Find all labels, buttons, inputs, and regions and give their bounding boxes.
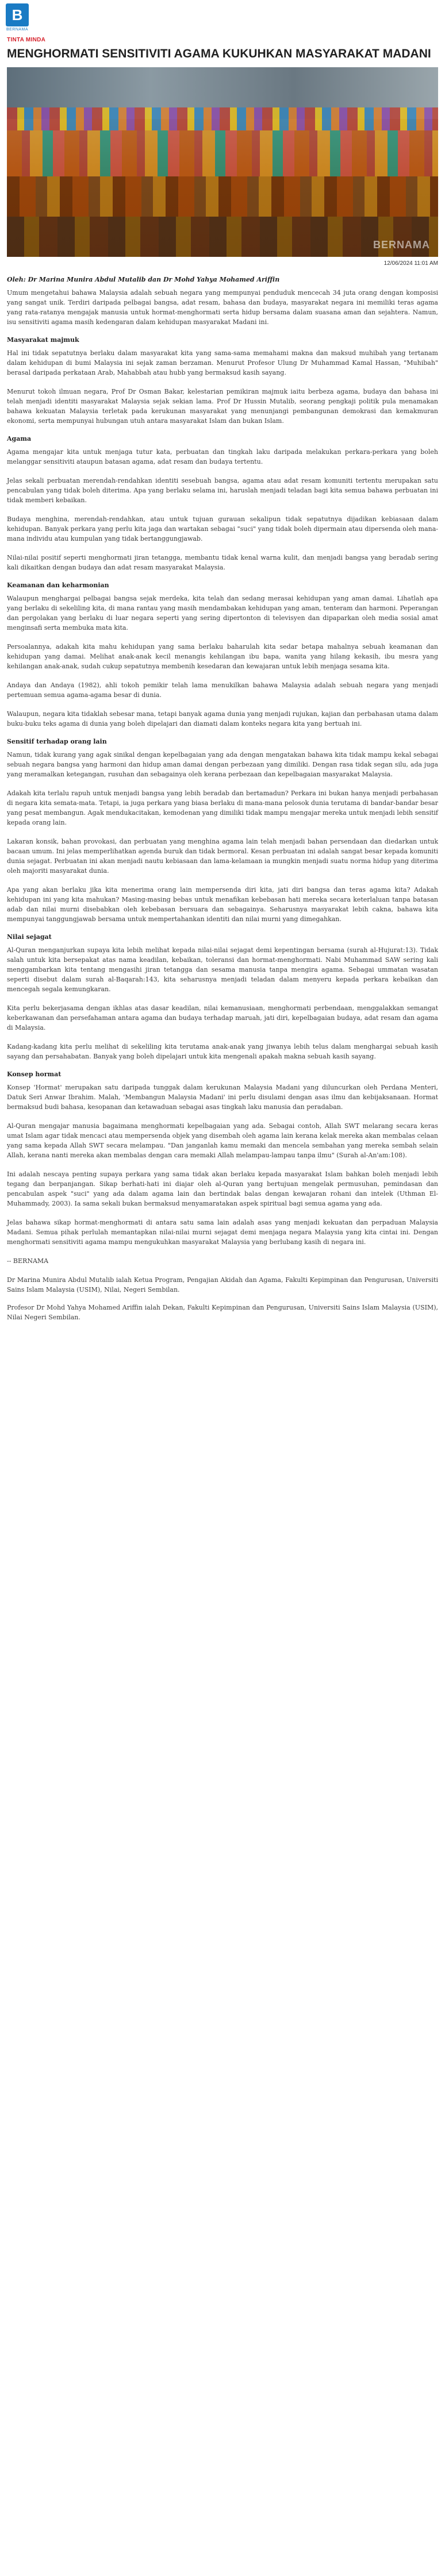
image-watermark: BERNAMA: [373, 239, 430, 251]
section-heading: Agama: [7, 435, 32, 442]
paragraph: Walaupun menghargai pelbagai bangsa sejak merdeka, kita telah dan sedang merasai kehidupan yang aman damai. Lihatlah apa yang berlaku di sekeliling kita, di mana rantau yang masih mendambakan kehidupan yang aman, tenteram dan harmoni. Peperangan dan pergolakan yang berlaku di luar negara seperti yang sering dipertonton di televisyen dan dipaparkan oleh media sosial amat menginsafi serta membuka mata kita.: [7, 595, 438, 632]
article: [0, 37, 445, 1322]
paragraph: Persoalannya, adakah kita mahu kehidupan yang sama berlaku baharulah kita sedar betapa mahalnya sebuah keamanan dan kehidupan yang damai. Melihat anak-anak kecil menangis kehilangan ibu bapa, wanita yang hilang kekasih, ibu mesra yang kehilangan anak-anak, sudah cukup sepatutnya membenih kesedaran dan kewajaran untuk lebih menjaga sesama kita.: [7, 643, 438, 670]
hero-image: [7, 67, 438, 257]
section-heading: Nilai sejagat: [7, 933, 52, 941]
author-bio: Profesor Dr Mohd Yahya Mohamed Ariffin ialah Dekan, Fakulti Kepimpinan dan Pengurusan, Universiti Sains Islam Malaysia (USIM), Nilai Negeri Sembilan.: [7, 1304, 438, 1321]
paragraph: Kadang-kadang kita perlu melihat di sekeliling kita terutama anak-anak yang jiwanya lebih telus dalam menghargai sebuah kasih sayang dan persahabatan. Banyak yang boleh dipelajari untuk kita mengenali apakah makna sebuah kasih sayang.: [7, 1043, 438, 1060]
logo-letter: B: [11, 6, 23, 24]
category-label[interactable]: TINTA MINDA: [7, 37, 46, 43]
paragraph: Menurut tokoh ilmuan negara, Prof Dr Osman Bakar, kelestarian pemikiran majmuk iaitu berbeza agama, budaya dan bahasa ini telah menjadi identiti masyarakat Malaysia sejak sekian lama. Prof Dr Hussin Mutalib, seorang pengkaji politik pula menamakan bahawa kekuatan Malaysia terletak pada kerukunan masyarakat yang menunjangi pembangunan demokrasi dan kemakmuran ekonomi, serta mempunyai hubungan utuh antara masyarakat Islam dan bukan Islam.: [7, 388, 438, 425]
paragraph: Konsep 'Hormat' merupakan satu daripada tunggak dalam kerukunan Malaysia Madani yang diluncurkan oleh Perdana Menteri, Datuk Seri Anwar Ibrahim. Malah, 'Membangun Malaysia Madani' ini perlu disulami dengan asas ilmu dan kebijaksanaan. Hormat bermaksud budi bahasa, kesopanan dan ketawaduan sebagai asas tingkah laku manusia dan peradaban.: [7, 1084, 438, 1111]
article-title: MENGHORMATI SENSITIVITI AGAMA KUKUHKAN MASYARAKAT MADANI: [7, 47, 431, 60]
author-bio: Dr Marina Munira Abdul Mutalib ialah Ketua Program, Pengajian Akidah dan Agama, Fakulti Kepimpinan dan Pengurusan, Universiti Sains Islam Malaysia (USIM), Nilai, Negeri Sembilan.: [7, 1276, 438, 1293]
paragraph: Apa yang akan berlaku jika kita menerima orang lain mempersenda diri kita, jati diri bangsa dan teras agama kita? Adakah kehidupan ini yang kita mahukan? Masing-masing bebas untuk menafikan kebebasan hati mereka secara keterlaluan tanpa batasan adab dan nilai murni disebabkan oleh kebebasan bersuara dan sebagainya. Seharusnya masyarakat lebih cakna, bahawa kita mempunyai tanggungjawab bersama untuk mempertahankan identiti dan nilai murni yang dimegahkan.: [7, 886, 438, 923]
paragraph: Agama mengajar kita untuk menjaga tutur kata, perbuatan dan tingkah laku daripada melakukan perkara-perkara yang boleh melanggar sensitiviti ataupun batasan agama, adat resam dan budaya tertentu.: [7, 448, 438, 465]
byline: Oleh: Dr Marina Munira Abdul Mutalib dan Dr Mohd Yahya Mohamed Ariffin: [7, 276, 280, 283]
paragraph: Kita perlu bekerjasama dengan ikhlas atas dasar keadilan, nilai kemanusiaan, menghormati perbendaan, menggalakkan semangat keberkawanan dan persefahaman antara agama dan budaya terhadap maruah, jati diri, kepelbagaian budaya, adat resam dan agama di Malaysia.: [7, 1004, 438, 1031]
section-heading: Sensitif terhadap orang lain: [7, 738, 107, 745]
paragraph: Walaupun, negara kita tidaklah sebesar mana, tetapi banyak agama dunia yang menjadi rujukan, kajian dan perbahasan utama dalam buku-buku teks agama di dunia yang boleh dipelajari dan diamati dalam konteks negara kita yang bertuah ini.: [7, 710, 438, 727]
section-heading: Masyarakat majmuk: [7, 336, 79, 344]
paragraph: Ini adalah nescaya penting supaya perkara yang sama tidak akan berlaku kepada masyarakat Islam bahkan boleh menjadi lebih tegang dan berpanjangan. Sikap berhati-hati ini diajar oleh al-Quran yang bertujuan mengelak permusuhan, pemindasan dan pencabulan aspek "suci" yang ada dalam agama lain dan bertindak balas dengan kewajaran rohani dan intelek (Uthman El-Muhammady, 2003). Ia sama sekali bukan bermaksud menyamaratakan aspek spiritual bagi semua agama yang ada.: [7, 1170, 438, 1207]
paragraph: Al-Quran menganjurkan supaya kita lebih melihat kepada nilai-nilai sejagat demi kepentingan bersama (surah al-Hujurat:13). Tidak salah untuk kita bersepakat atas nama keadilan, kebaikan, toleransi dan hormat-menghormati. Nabi Muhammad SAW sering kali menggambarkan kita tentang mengasihi jiran tetangga dan sesama manusia tanpa mengira agama. Sebagai ummatan wasatan seperti disebut dalam surah al-Baqarah:143, kita seharusnya menjadi teladan dalam menyeru kepada perkara kebaikan dan mencegah segala kemungkaran.: [7, 946, 438, 993]
section-heading: Konsep hormat: [7, 1071, 62, 1078]
paragraph: Andaya dan Andaya (1982), ahli tokoh pemikir telah lama menukilkan bahawa Malaysia adalah sebuah negara yang menjadi pertemuan semua agama-agama besar di dunia.: [7, 681, 438, 699]
paragraph: Jelas bahawa sikap hormat-menghormati di antara satu sama lain adalah asas yang menjadi kekuatan dan perpaduan Malaysia Madani. Semua pihak perlulah memantapkan nilai-nilai murni sejagat demi menjaga negara Malaysia yang kita cintai ini. Dengan menghormati sensitiviti agama mampu mengukuhkan masyarakat Malaysia yang berlubang kasih di negara ini.: [7, 1219, 438, 1246]
source-credit: -- BERNAMA: [7, 1257, 49, 1265]
bernama-logo[interactable]: [6, 3, 29, 26]
paragraph: Al-Quran mengajar manusia bagaimana menghormati kepelbagaian yang ada. Sebagai contoh, Allah SWT melarang secara keras umat Islam agar tidak mencaci atau mempersenda objek yang disembah oleh agama lain kerana kelak mereka akan membalas celaan yang sama kepada Allah SWT secara melampau. "Dan janganlah kamu memaki dan mencela sembahan yang mereka sembah selain Allah, kerana nanti mereka akan membalas dengan cara memaki Allah melampau-lampau tanpa ilmu" (Surah al-An'am:108).: [7, 1122, 438, 1159]
site-header: [0, 0, 445, 36]
paragraph: Jelas sekali perbuatan merendah-rendahkan identiti sesebuah bangsa, agama atau adat resam komuniti tertentu merupakan satu pencabulan yang tidak boleh diterima. Apa yang berlaku selama ini, haruslah menjadi teladan bagi kita semua bahawa perbuatan ini tidak memberi kebaikan.: [7, 477, 438, 504]
paragraph: Budaya menghina, merendah-rendahkan, atau untuk tujuan gurauan sekalipun tidak sepatutnya dijadikan kebiasaan dalam kehidupan. Banyak perkara yang perlu kita jaga dan wartakan sebagai "suci" yang tidak boleh dipermain atau dipersenda oleh mana-mana individu atau kumpulan yang tidak bertanggungjawab.: [7, 515, 438, 542]
section-heading: Keamanan dan keharmonian: [7, 582, 109, 589]
paragraph: Nilai-nilai positif seperti menghormati jiran tetangga, membantu tidak kenal warna kulit, dan menjadi bangsa yang beradab sering kali dikaitkan dengan budaya dan adat resam masyarakat Malaysia.: [7, 554, 438, 571]
publish-date: 12/06/2024 11:01 AM: [383, 260, 438, 267]
paragraph: Adakah kita terlalu rapuh untuk menjadi bangsa yang lebih beradab dan bertamadun? Perkara ini bukan hanya menjadi perbahasan di negara kita semata-mata. Tetapi, ia juga perkara yang biasa berlaku di mana-mana pelosok dunia terutama di bandar-bandar besar yang pesat membangun. Agak mendukacitakan, kemodenan yang dimiliki tidak mampu mengajar mereka untuk menjadi lebih sensitif kepada orang lain.: [7, 790, 438, 826]
paragraph: Hal ini tidak sepatutnya berlaku dalam masyarakat kita yang sama-sama memahami makna dan maksud muhibah yang tertanam dalam kehidupan di bumi Malaysia ini sejak zaman berzaman. Menurut Profesor Ulung Dr Muhammad Kamal Hassan, "Muhibah" berasal daripada perkataan Arab, Mahabbah atau hubb yang bermaksud kasih sayang.: [7, 349, 438, 376]
paragraph: Umum mengetahui bahawa Malaysia adalah sebuah negara yang mempunyai penduduk mencecah 34 juta orang dengan komposisi yang sangat unik. Terdiri daripada pelbagai bangsa, adat resam, bahasa dan budaya, masyarakat negara ini memiliki teras agama yang rata-ratanya mengajak manusia untuk hormat-menghormati serta hidup bersama dalam suasana aman dan sejahtera. Namun, isu sensitiviti agama masih kedengaran dalam kehidupan masyarakat Madani ini.: [7, 289, 438, 326]
logo-text: BERNAMA: [6, 28, 29, 32]
paragraph: Namun, tidak kurang yang agak sinikal dengan kepelbagaian yang ada dengan mengatakan bahawa kita tidak mampu kekal sebagai sebuah negara bangsa yang harmoni dan hidup aman damai dengan perbezaan yang dimiliki. Dengan rasa tidak segan silu, ada juga yang meramalkan ketegangan, rusuhan dan sebagainya oleh kerana perbezaan dan kepelbagaian masyarakat Malaysia.: [7, 751, 438, 778]
paragraph: Lakaran konsik, bahan provokasi, dan perbuatan yang menghina agama lain telah menjadi bahan persendaan dan diedarkan untuk bacaan umum. Ini jelas memperlihatkan agenda buruk dan tidak bermoral. Kesan perbuatan ini adalah sangat besar kepada komuniti dunia sejagat. Perbuatan ini akan menjadi nautu kebiasaan dan lama-kelamaan ia mungkin menjadi suatu norma hidup yang diterima oleh majoriti masyarakat dunia.: [7, 838, 438, 875]
